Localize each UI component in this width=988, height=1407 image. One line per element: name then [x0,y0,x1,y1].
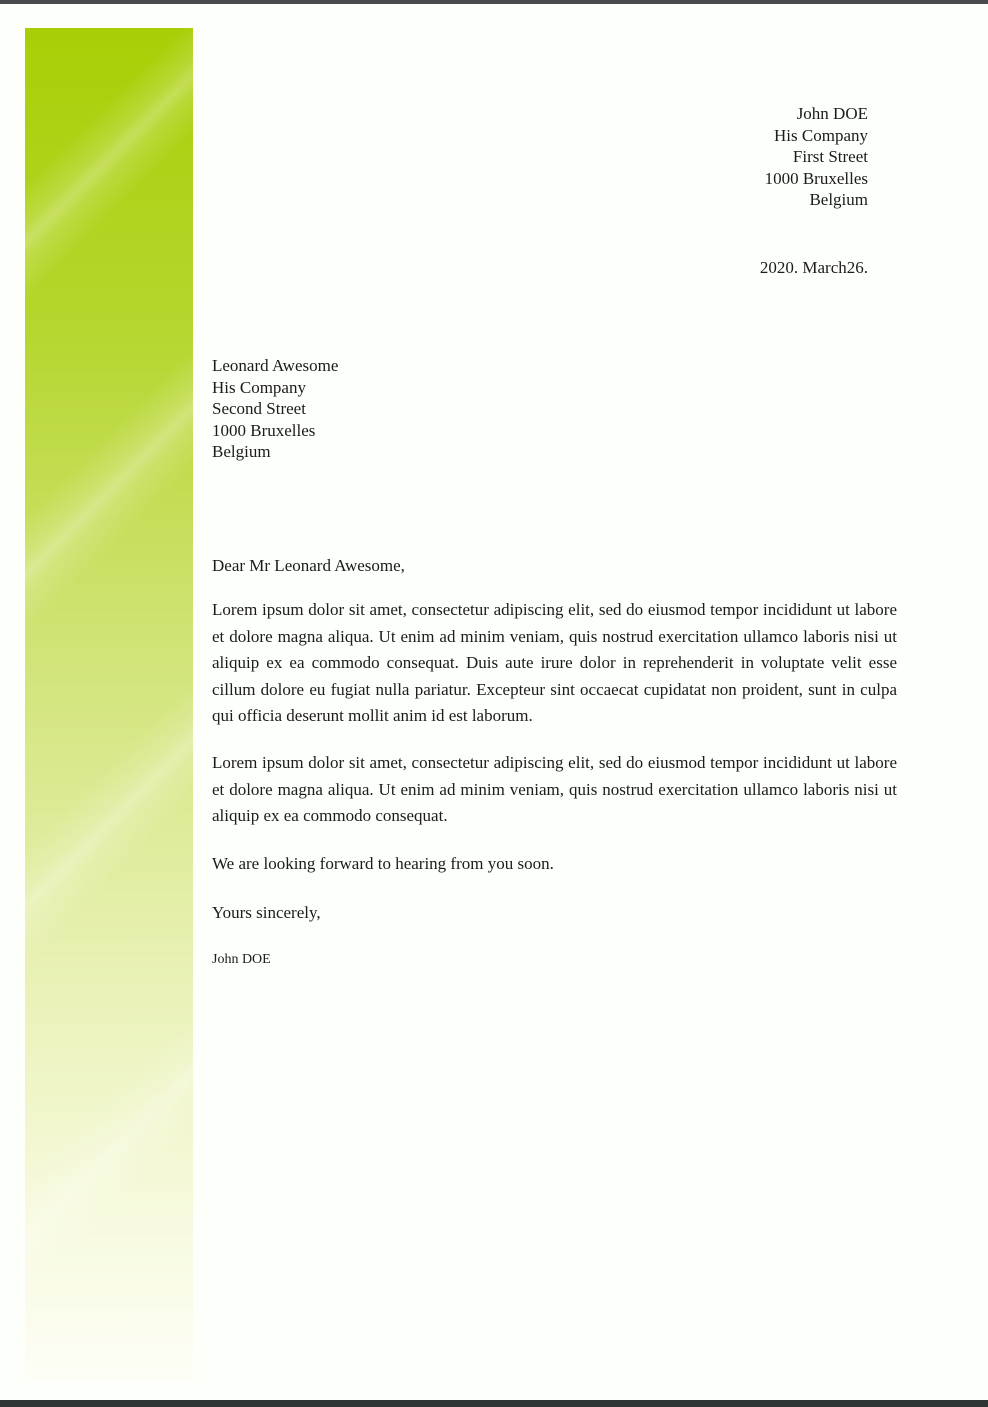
recipient-company: His Company [212,377,306,397]
body-paragraph-2: Lorem ipsum dolor sit amet, consectetur adipiscing elit, sed do eiusmod tempor incididunt ut labore et dolore magna aliqua. Ut enim ad minim veniam, quis nostrud exercitation ullamco laboris nisi ut aliquip ex ea commodo consequat. [212,753,897,826]
valediction: Yours sincerely, [212,903,321,922]
closing-line: We are looking forward to hearing from you soon. [212,854,554,873]
sender-address-block [765,103,868,211]
signature-name: John DOE [212,952,271,967]
page-top-border [0,0,988,4]
recipient-country: Belgium [212,442,271,461]
recipient-address-block [212,355,338,463]
sender-company: His Company [774,125,868,145]
body-paragraph-1: Lorem ipsum dolor sit amet, consectetur adipiscing elit, sed do eiusmod tempor incididunt ut labore et dolore magna aliqua. Ut enim ad minim veniam, quis nostrud exercitation ullamco laboris nisi ut aliquip ex ea commodo consequat. Duis aute irure dolor in reprehenderit in voluptate velit esse cillum dolore eu fugiat nulla pariatur. Excepteur sint occaecat cupidatat non proident, sunt in culpa qui officia deserunt mollit anim id est laborum. [212,600,897,726]
recipient-city: 1000 Bruxelles [212,420,316,440]
sender-name: John DOE [796,104,868,123]
sender-street: First Street [792,147,868,166]
accent-gradient-bar [25,28,193,1380]
sender-city: 1000 Bruxelles [764,168,868,188]
recipient-street: Second Street [212,399,306,418]
salutation: Dear Mr Leonard Awesome, [212,556,405,575]
sender-country: Belgium [809,190,868,209]
date-line: 2020. March26. [759,258,868,277]
page-bottom-border [0,1400,988,1407]
recipient-name: Leonard Awesome [212,356,339,375]
